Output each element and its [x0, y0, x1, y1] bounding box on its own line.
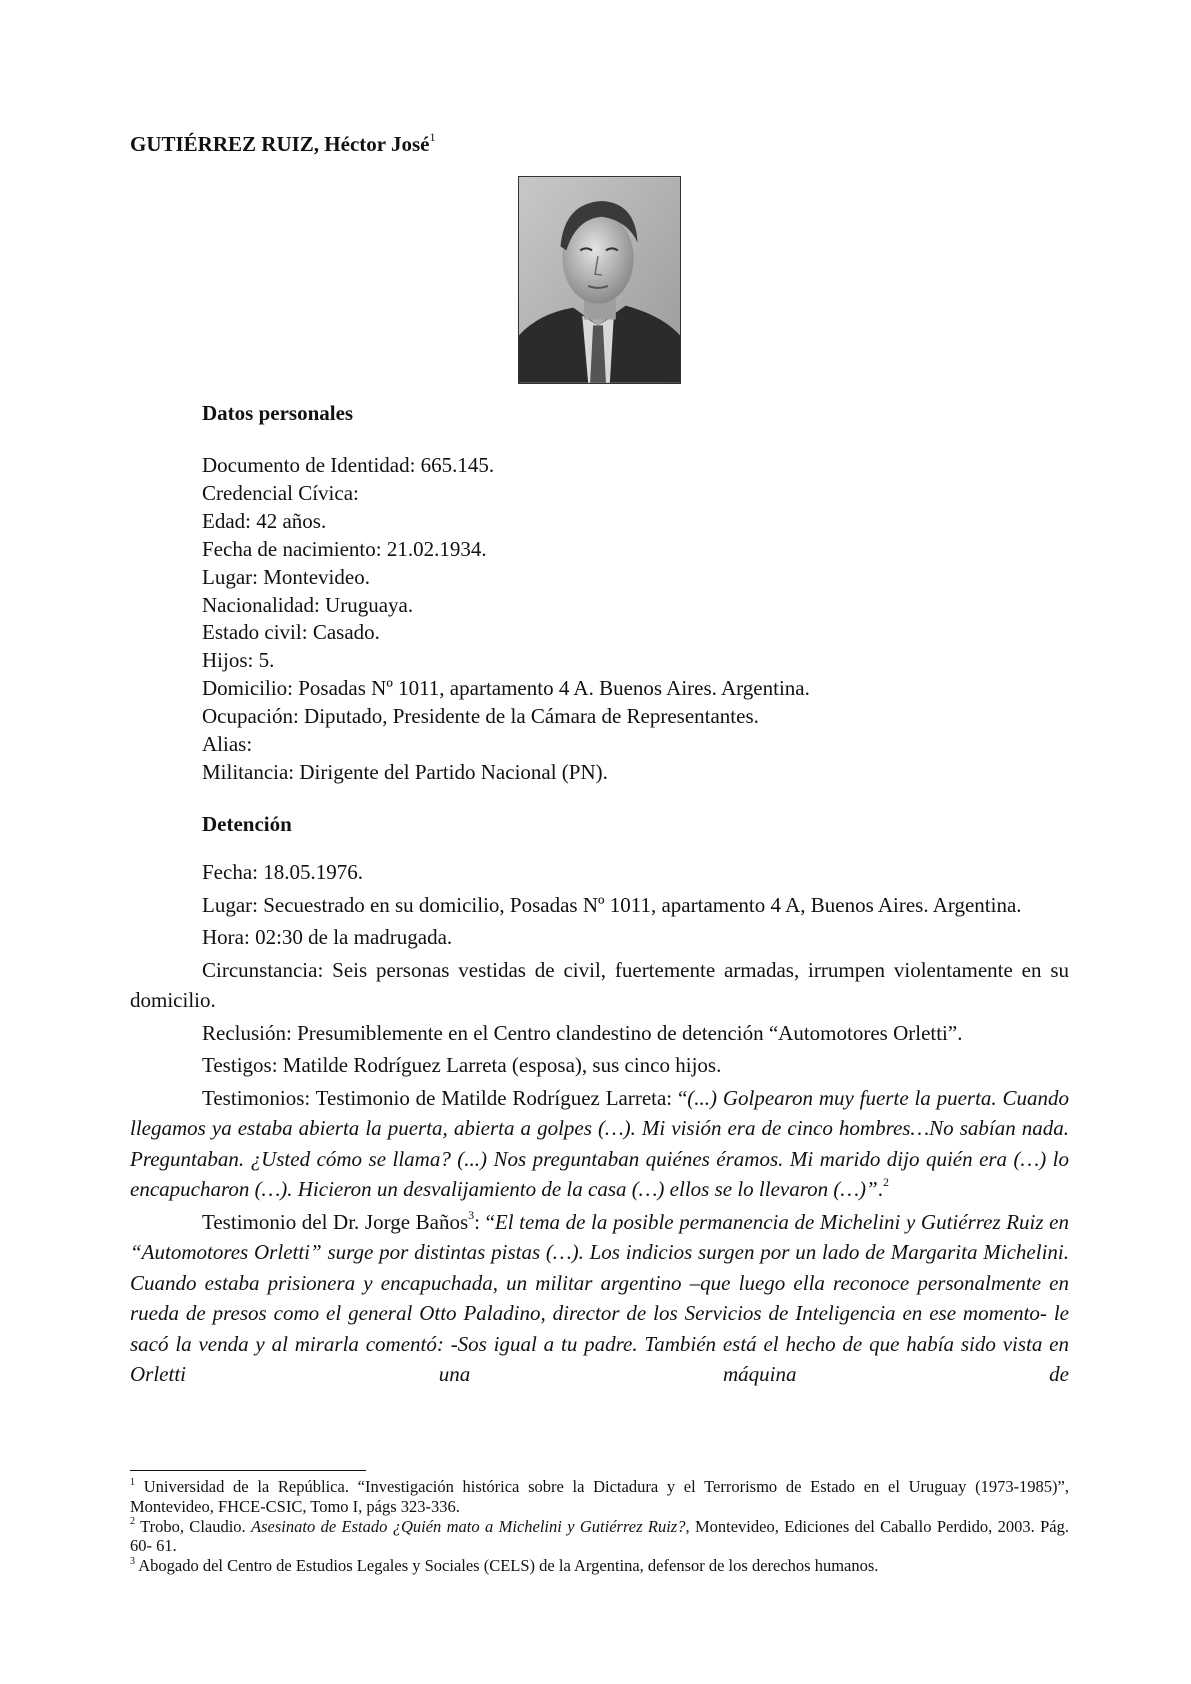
footnote-1-text: Universidad de la República. “Investigación histórica sobre la Dictadura y el Terrorismo de Estado en el Uruguay (1973-1985)”, Montevideo, FHCE-CSIC, Tomo I, págs 323-336. [130, 1477, 1070, 1516]
person-name-title [130, 132, 435, 157]
data-item-nacionalidad: Nacionalidad: Uruguaya. [202, 592, 414, 617]
data-item-fecha-nacimiento: Fecha de nacimiento: 21.02.1934. [202, 536, 487, 561]
testimonio-matilde-label: Testimonios: Testimonio de Matilde Rodríguez Larreta: “ [202, 1085, 688, 1110]
footnote-2-book-title: Asesinato de Estado ¿Quién mato a Michelini y Gutiérrez Ruiz?, [251, 1516, 690, 1536]
detencion-circunstancia: Circunstancia: Seis personas vestidas de civil, fuertemente armadas, irrumpen violentamente en su domicilio. [130, 957, 1069, 1012]
data-item-hijos: Hijos: 5. [202, 648, 275, 673]
detencion-body [130, 857, 1069, 1392]
detencion-fecha: Fecha: 18.05.1976. [202, 860, 363, 884]
person-name: GUTIÉRREZ RUIZ, Héctor José [130, 132, 430, 156]
footnote-divider [130, 1470, 366, 1471]
footnote-3-number: 3 [130, 1555, 135, 1567]
detencion-heading: Detención [202, 812, 292, 836]
data-item-ocupacion: Ocupación: Diputado, Presidente de la Cámara de Representantes. [202, 704, 759, 729]
footnote-1 [130, 1477, 1069, 1517]
footnote-ref-2[interactable]: 2 [882, 1175, 889, 1189]
footnote-1-number: 1 [130, 1476, 135, 1488]
footnote-ref-1[interactable]: 1 [429, 130, 436, 144]
data-item-documento: Documento de Identidad: 665.145. [202, 453, 495, 477]
portrait-image [519, 177, 680, 383]
detencion-hora: Hora: 02:30 de la madrugada. [202, 925, 453, 949]
data-item-militancia: Militancia: Dirigente del Partido Nacional (PN). [202, 759, 608, 784]
testimonio-banos [130, 1207, 1069, 1390]
testimonio-matilde-end: . [877, 1177, 883, 1201]
data-item-domicilio: Domicilio: Posadas Nº 1011, apartamento 4 A. Buenos Aires. Argentina. [202, 676, 810, 701]
datos-personales-heading: Datos personales [202, 401, 354, 425]
portrait-photo [518, 176, 681, 384]
footnotes-section [130, 1477, 1069, 1576]
testimonio-banos-label: Testimonio del Dr. Jorge Baños [202, 1209, 469, 1234]
data-item-credencial: Credencial Cívica: [202, 480, 359, 505]
detencion-testigos: Testigos: Matilde Rodríguez Larreta (esposa), sus cinco hijos. [202, 1053, 722, 1077]
footnote-3-text: Abogado del Centro de Estudios Legales y Sociales (CELS) de la Argentina, defensor de los derechos humanos. [138, 1556, 879, 1576]
detencion-lugar: Lugar: Secuestrado en su domicilio, Posadas Nº 1011, apartamento 4 A, Buenos Aires. Argentina. [202, 892, 1022, 917]
footnote-2-text-a: Trobo, Claudio. [140, 1516, 252, 1536]
data-item-edad: Edad: 42 años. [202, 508, 327, 533]
personal-data-list [202, 452, 810, 787]
testimonio-matilde [130, 1083, 1069, 1205]
data-item-estado-civil: Estado civil: Casado. [202, 620, 380, 645]
footnote-3 [130, 1556, 1069, 1576]
data-item-lugar: Lugar: Montevideo. [202, 564, 370, 589]
footnote-2-text-b: Montevideo, Ediciones del Caballo Perdido, 2003. Pág. 60- 61. [130, 1516, 1070, 1556]
footnote-2 [130, 1517, 1069, 1557]
footnote-ref-3[interactable]: 3 [468, 1207, 475, 1222]
footnote-2-number: 2 [130, 1516, 135, 1528]
testimonio-banos-label-end: : “ [474, 1209, 495, 1234]
data-item-alias: Alias: [202, 732, 253, 757]
detencion-reclusion: Reclusión: Presumiblemente en el Centro clandestino de detención “Automotores Orletti”. [202, 1020, 963, 1045]
testimonio-banos-quote: El tema de la posible permanencia de Michelini y Gutiérrez Ruiz en “Automotores Orletti” surge por distintas pistas (…). Los indicios surgen por un lado de Margarita Michelini. Cuando estaba prisionera y encapuchada, un militar argentino –que luego ella reconoce personalmente en rueda de presos como el general Otto Paladino, director de los Servicios de Inteligencia en ese momento- le sacó la venda y al mirarla comentó: -Sos igual a tu padre. También está el hecho de que había sido vista en Orletti una máquina de [130, 1209, 1069, 1386]
testimonio-matilde-quote: (...) Golpearon muy fuerte la puerta. Cuando llegamos ya estaba abierta la puerta, abierta a golpes (…). Mi visión era de cinco hombres…No sabían nada. Preguntaban. ¿Usted cómo se llama? (...) Nos preguntaban quiénes éramos. Mi marido dijo quién era (…) lo encapucharon (…). Hicieron un desvalijamiento de la casa (…) ellos se lo llevaron (…)” [130, 1085, 1069, 1201]
